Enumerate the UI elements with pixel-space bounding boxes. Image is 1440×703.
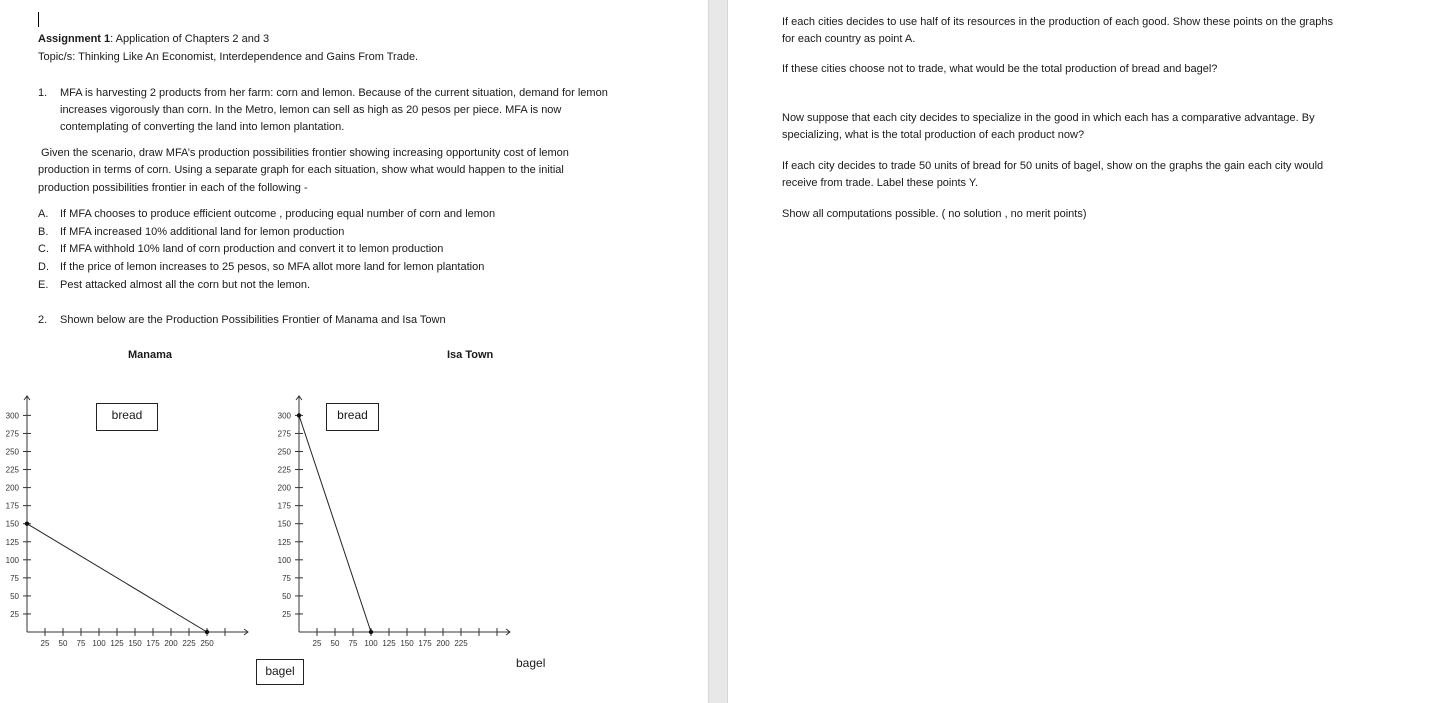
para-line: If each cities decides to use half of its resources in the production of each good. Show these points on the graphs (782, 16, 1333, 28)
isa-town-x-axis-label: bagel (516, 656, 546, 670)
manama-y-tick-label: 175 (5, 501, 19, 511)
isa-town-x-tick-label: 25 (312, 639, 322, 648)
isa-town-x-tick-label: 175 (418, 639, 432, 648)
scenario-line: Given the scenario, draw MFA’s production possibilities frontier showing increasing opportunity cost of lemon (38, 147, 569, 159)
option-letter: A. (38, 208, 49, 220)
manama-x-tick-label: 200 (164, 639, 178, 648)
isa-town-ppf-line (299, 415, 371, 632)
para-line: If each city decides to trade 50 units of bread for 50 units of bagel, show on the graphs the gain each city would (782, 160, 1324, 172)
chart-title-manama: Manama (128, 349, 173, 361)
manama-x-tick-label: 100 (92, 639, 106, 648)
manama-x-tick-label: 25 (40, 639, 50, 648)
manama-y-tick-label: 225 (5, 465, 19, 475)
isa-town-y-tick-label: 75 (282, 573, 291, 583)
isa-town-y-tick-label: 300 (277, 411, 291, 421)
assignment-title: : Application of Chapters 2 and 3 (110, 33, 270, 45)
isa-town-y-tick-label: 250 (277, 447, 291, 457)
manama-ppf-point (205, 630, 209, 634)
option-text: If MFA chooses to produce efficient outcome , producing equal number of corn and lemon (60, 208, 496, 220)
manama-x-tick-label: 175 (146, 639, 160, 648)
q2-text: Shown below are the Production Possibilities Frontier of Manama and Isa Town (60, 314, 446, 326)
para-line: Now suppose that each city decides to specialize in the good in which each has a comparative advantage. By (782, 112, 1315, 124)
isa-town-ppf-point (369, 630, 373, 634)
manama-y-tick-label: 100 (5, 555, 19, 565)
para-line: Show all computations possible. ( no solution , no merit points) (782, 208, 1087, 220)
isa-town-x-tick-label: 200 (436, 639, 450, 648)
ppf-charts (0, 0, 708, 703)
manama-y-tick-label: 25 (10, 609, 19, 619)
manama-y-tick-label: 125 (5, 537, 19, 547)
isa-town-y-tick-label: 25 (282, 609, 291, 619)
manama-y-tick-label: 75 (10, 573, 19, 583)
manama-x-tick-label: 50 (58, 639, 68, 648)
isa-town-y-tick-label: 175 (277, 501, 291, 511)
isa-town-x-tick-label: 125 (382, 639, 396, 648)
para-line: If these cities choose not to trade, what would be the total production of bread and bagel? (782, 63, 1218, 75)
manama-y-tick-label: 275 (5, 429, 19, 439)
option-letter: B. (38, 226, 49, 238)
scenario-line: production possibilities frontier in each of the following - (38, 182, 308, 194)
isa-town-y-axis-label: bread (326, 403, 379, 431)
isa-town-y-tick-label: 150 (277, 519, 291, 529)
manama-x-tick-label: 250 (200, 639, 214, 648)
q1-line: contemplating of converting the land into lemon plantation. (60, 121, 345, 133)
manama-ppf-line (27, 524, 207, 632)
option-letter: D. (38, 261, 49, 273)
isa-town-y-tick-label: 200 (277, 483, 291, 493)
q1-line: increases vigorously than corn. In the Metro, lemon can sell as high as 20 pesos per piece. MFA is now (60, 104, 562, 116)
isa-town-ppf-point (297, 413, 301, 417)
manama-y-axis-label: bread (96, 403, 158, 431)
manama-y-tick-label: 300 (5, 411, 19, 421)
isa-town-y-tick-label: 225 (277, 465, 291, 475)
left-page (0, 0, 708, 703)
topic-line: Topic/s: Thinking Like An Economist, Interdependence and Gains From Trade. (38, 51, 419, 63)
isa-town-x-tick-label: 150 (400, 639, 414, 648)
isa-town-y-tick-label: 100 (277, 555, 291, 565)
manama-y-tick-label: 50 (10, 591, 19, 601)
isa-town-x-tick-label: 75 (348, 639, 358, 648)
option-text: Pest attacked almost all the corn but not the lemon. (60, 279, 311, 291)
q2-number: 2. (38, 314, 48, 326)
manama-y-tick-label: 150 (5, 519, 19, 529)
right-page (728, 0, 1440, 703)
option-text: If MFA increased 10% additional land for lemon production (60, 226, 345, 238)
scenario-line: production in terms of corn. Using a separate graph for each situation, show what would happen to the initial (38, 164, 564, 176)
para-line: specializing, what is the total production of each product now? (782, 129, 1085, 141)
assignment-label: Assignment 1 (38, 33, 111, 45)
para-line: for each country as point A. (782, 33, 916, 45)
isa-town-x-tick-label: 225 (454, 639, 468, 648)
q1-number: 1. (38, 87, 48, 99)
page-gutter (708, 0, 728, 703)
manama-x-axis-label: bagel (256, 659, 304, 685)
manama-y-tick-label: 200 (5, 483, 19, 493)
isa-town-y-tick-label: 50 (282, 591, 291, 601)
option-text: If the price of lemon increases to 25 pesos, so MFA allot more land for lemon plantation (60, 261, 485, 273)
manama-x-tick-label: 150 (128, 639, 142, 648)
q1-line: MFA is harvesting 2 products from her farm: corn and lemon. Because of the current situation, demand for lemon (60, 87, 608, 99)
option-letter: C. (38, 243, 49, 255)
isa-town-x-tick-label: 50 (330, 639, 340, 648)
manama-x-tick-label: 75 (76, 639, 86, 648)
para-line: receive from trade. Label these points Y. (782, 177, 978, 189)
option-text: If MFA withhold 10% land of corn production and convert it to lemon production (60, 243, 444, 255)
isa-town-x-tick-label: 100 (364, 639, 378, 648)
manama-ppf-point (25, 522, 29, 526)
manama-x-tick-label: 125 (110, 639, 124, 648)
chart-title-isa-town: Isa Town (447, 349, 494, 361)
option-letter: E. (38, 279, 49, 291)
manama-y-tick-label: 250 (5, 447, 19, 457)
isa-town-y-tick-label: 125 (277, 537, 291, 547)
isa-town-y-tick-label: 275 (277, 429, 291, 439)
manama-x-tick-label: 225 (182, 639, 196, 648)
